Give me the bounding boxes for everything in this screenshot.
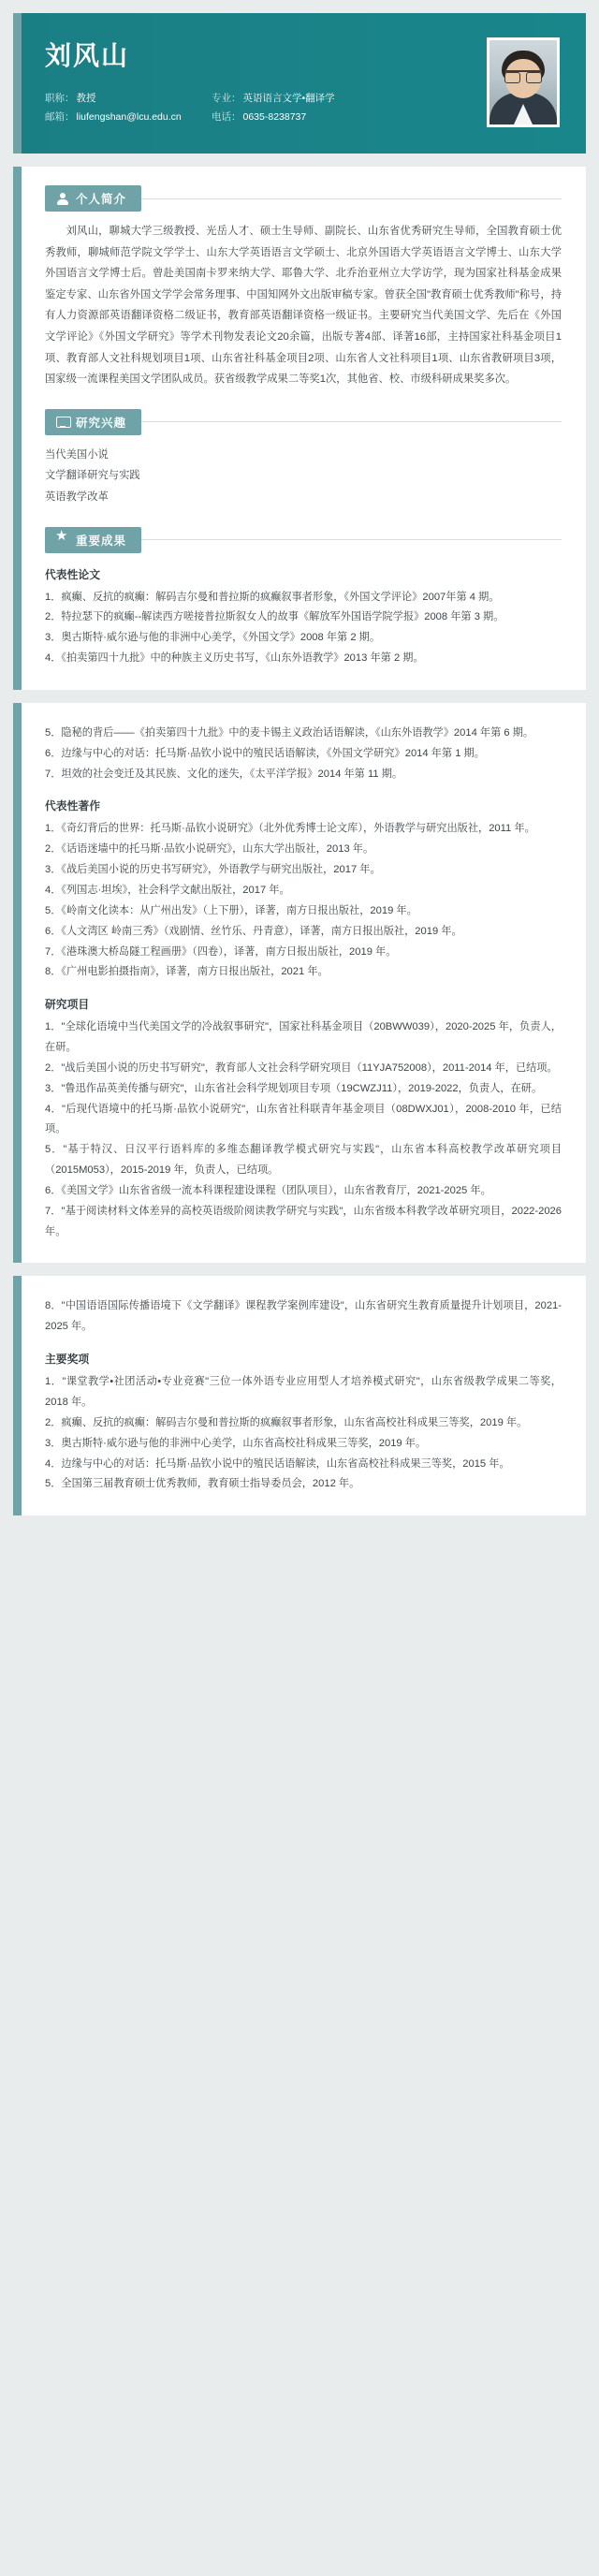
user-icon bbox=[56, 192, 69, 205]
list-item: 3．奥古斯特·威尔逊与他的非洲中心美学，山东省高校社科成果三等奖，2019 年。 bbox=[45, 1437, 427, 1449]
section-badge-profile bbox=[45, 185, 141, 212]
list-item: 2．《话语迷墙中的托马斯·品钦小说研究》，山东大学出版社，2013 年。 bbox=[45, 843, 374, 856]
list-item: 1．"全球化语境中当代美国文学的冷战叙事研究"，国家社科基金项目（20BWW039），2020-2025 年，负责人，在研。 bbox=[45, 1021, 562, 1054]
card-accent-bar bbox=[13, 1276, 22, 1515]
list-item: 3．奥古斯特·威尔逊与他的非洲中心美学，《外国文学》2008 年第 2 期。 bbox=[45, 632, 381, 644]
page-title: 刘风山 bbox=[45, 41, 130, 70]
papers-list bbox=[45, 588, 562, 669]
card-accent-bar bbox=[13, 167, 22, 690]
subsection-title-awards: 主要奖项 bbox=[45, 1353, 90, 1367]
list-item: 文学翻译研究与实践 bbox=[45, 470, 140, 482]
contact-info-row bbox=[45, 109, 354, 127]
resume-page bbox=[0, 13, 599, 1538]
field-major-value: 英语语言文学•翻译学 bbox=[242, 93, 335, 104]
list-item: 2．特拉瑟下的疯癫--解读西方嗟接普拉斯叙女人的故事《解放军外国语学院学报》2008 年第 3 期。 bbox=[45, 611, 504, 623]
list-item: 7．"基于阅读材料文体差异的高校英语级阶阅读教学研究与实践"，山东省级本科教学改革研究项目，2022-2026 年。 bbox=[45, 1205, 562, 1237]
list-item: 7．《港珠澳大桥岛隧工程画册》（四卷），译著，南方日报出版社，2019 年。 bbox=[45, 945, 397, 958]
list-item: 5．隐秘的背后——《拍卖第四十九批》中的麦卡锡主义政治话语解读，《山东外语教学》2014 年第 6 期。 bbox=[45, 726, 534, 739]
list-item: 7．坦效的社会变迁及其民族、文化的迷失，《太平洋学报》2014 年第 11 期。 bbox=[45, 768, 403, 780]
field-phone-value: 0635-8238737 bbox=[242, 110, 307, 123]
star-icon bbox=[56, 534, 69, 547]
section-card-main bbox=[13, 167, 586, 690]
list-item: 6．《美国文学》山东省省级一流本科课程建设课程（团队项目），山东省教育厅，2021-2025 年。 bbox=[45, 1184, 491, 1196]
list-item: 3．"鲁迅作品英美传播与研究"，山东省社会科学规划项目专项（19CWZJ11），2019-2022，负责人，在研。 bbox=[45, 1082, 543, 1094]
interest-list bbox=[45, 445, 562, 508]
section-title-profile: 个人简介 bbox=[76, 193, 127, 206]
field-major bbox=[212, 90, 335, 109]
list-item: 4．《列国志·坦埃》，社会科学文献出版社，2017 年。 bbox=[45, 884, 290, 896]
contact-info-table bbox=[45, 90, 354, 127]
list-item: 1．"课堂教学•社团活动•专业竞赛"三位一体外语专业应用型人才培养模式研究"，山东省级教学成果二等奖，2018 年。 bbox=[45, 1376, 562, 1408]
list-item: 当代美国小说 bbox=[45, 448, 109, 461]
divider bbox=[141, 421, 562, 422]
card-accent-bar bbox=[13, 703, 22, 1264]
section-header-profile bbox=[45, 185, 562, 212]
section-title-interests: 研究兴趣 bbox=[76, 416, 127, 430]
list-item: 5．"基于特汉、日汉平行语料库的多维态翻译教学模式研究与实践"，山东省本科高校教学改革研究项目（2015M053），2015-2019 年，负责人，已结项。 bbox=[45, 1144, 562, 1177]
list-item: 2．疯癫、反抗的疯癫：解码吉尔曼和普拉斯的疯癫叙事者形象，山东省高校社科成果三等奖，2019 年。 bbox=[45, 1416, 528, 1428]
list-item: 3．《战后美国小说的历史书写研究》，外语教学与研究出版社，2017 年。 bbox=[45, 864, 381, 876]
list-item: 8．《广州电影拍摄指南》，译著，南方日报出版社，2021 年。 bbox=[45, 966, 329, 978]
avatar bbox=[487, 37, 560, 127]
projects-list bbox=[45, 1017, 562, 1242]
section-card-continued-2 bbox=[13, 1276, 586, 1515]
subsection-title-projects: 研究项目 bbox=[45, 998, 90, 1012]
field-title bbox=[45, 90, 212, 109]
divider bbox=[141, 198, 562, 199]
list-item: 4．《拍卖第四十九批》中的种族主义历史书写，《山东外语教学》2013 年第 2 期。 bbox=[45, 652, 424, 665]
field-phone bbox=[212, 109, 306, 127]
section-badge-interests bbox=[45, 409, 141, 435]
glasses-icon bbox=[504, 70, 542, 80]
divider bbox=[141, 539, 562, 540]
list-item: 2．"战后美国小说的历史书写研究"，教育部人文社会科学研究项目（11YJA752008），2011-2014 年，已结项。 bbox=[45, 1061, 558, 1074]
field-email-value[interactable]: liufengshan@lcu.edu.cn bbox=[76, 110, 182, 123]
field-title-value: 教授 bbox=[76, 93, 96, 104]
list-item: 英语教学改革 bbox=[45, 490, 109, 503]
list-item: 4．"后现代语境中的托马斯·品钦小说研究"，山东省社科联青年基金项目（08DWXJ01），2008-2010 年，已结项。 bbox=[45, 1103, 562, 1135]
subsection-title-papers: 代表性论文 bbox=[45, 567, 100, 581]
list-item: 8．"中国语语国际传播语境下《文学翻译》课程教学案例库建设"，山东省研究生教育质量提升计划项目，2021-2025 年。 bbox=[45, 1300, 562, 1333]
section-header-achievements bbox=[45, 527, 562, 553]
list-item: 5．《岭南文化读本：从广州出发》（上下册），译著，南方日报出版社，2019 年。 bbox=[45, 904, 417, 916]
list-item: 4．边缘与中心的对话：托马斯·品钦小说中的殖民话语解读，山东省高校社科成果三等奖，2015 年。 bbox=[45, 1457, 510, 1470]
field-email bbox=[45, 109, 212, 127]
portrait-photo-icon bbox=[489, 40, 557, 124]
list-item: 1．疯癫、反抗的疯癫：解码吉尔曼和普拉斯的疯癫叙事者形象，《外国文学评论》2007年第 4 期。 bbox=[45, 591, 500, 603]
projects-list-continued bbox=[45, 1296, 562, 1338]
header-accent-bar bbox=[13, 13, 22, 154]
field-title-label: 职称： bbox=[45, 93, 75, 104]
section-card-continued-1 bbox=[13, 703, 586, 1264]
profile-paragraph: 刘风山，聊城大学三级教授、光岳人才、硕士生导师、副院长、山东省优秀研究生导师，全国教育硕士优秀教师，聊城师范学院文学学士、山东大学英语语言文学硕士、北京外国语大学英语语言文学博士、山东大学外国语言文学博士后。曾赴美国南卡罗来纳大学、耶鲁大学、北乔治亚州立大学访学，现为国家社科基金成果鉴定专家、山东省外国文学学会常务理事、中国知网外文出版审稿专家。曾获全国"教育硕士优秀教师"称号，持有人力资源部英语翻译资格二级证书，教育部英语翻译资格一级证书。主要研究当代美国文学、先后在《外国文学评论》《外国文学研究》等学术刊物发表论文20余篇，出版专著4部、译著16部，主持国家社科基金项目1项、教育部人文社科规划项目1项、山东省社科基金项目2项、山东省人文社科项目1项、山东省教研项目3项，国家级一流课程美国文学团队成员。获省级教学成果二等奖1次，其他省、校、市级科研成果奖多次。 bbox=[45, 226, 562, 386]
contact-info-row bbox=[45, 90, 354, 109]
section-header-interests bbox=[45, 409, 562, 435]
section-badge-achievements bbox=[45, 527, 141, 553]
books-list bbox=[45, 819, 562, 983]
profile-header bbox=[13, 13, 586, 154]
subsection-title-books: 代表性著作 bbox=[45, 799, 100, 813]
field-email-label: 邮箱： bbox=[45, 110, 75, 123]
field-phone-label: 电话： bbox=[212, 110, 241, 123]
section-title-achievements: 重要成果 bbox=[76, 534, 127, 548]
monitor-icon bbox=[56, 416, 69, 429]
papers-list-continued bbox=[45, 724, 562, 785]
list-item: 1．《奇幻背后的世界：托马斯·品钦小说研究》（北外优秀博士论文库），外语教学与研究出版社，2011 年。 bbox=[45, 823, 535, 835]
awards-list bbox=[45, 1372, 562, 1495]
list-item: 5．全国第三届教育硕士优秀教师，教育硕士指导委员会，2012 年。 bbox=[45, 1478, 360, 1490]
list-item: 6．《人文湾区 岭南三秀》（戏剧情、丝竹乐、丹青意），译著，南方日报出版社，2019 年。 bbox=[45, 925, 462, 937]
list-item: 6．边缘与中心的对话：托马斯·品钦小说中的殖民话语解读，《外国文学研究》2014 年第 1 期。 bbox=[45, 747, 485, 759]
field-major-label: 专业： bbox=[212, 93, 241, 104]
